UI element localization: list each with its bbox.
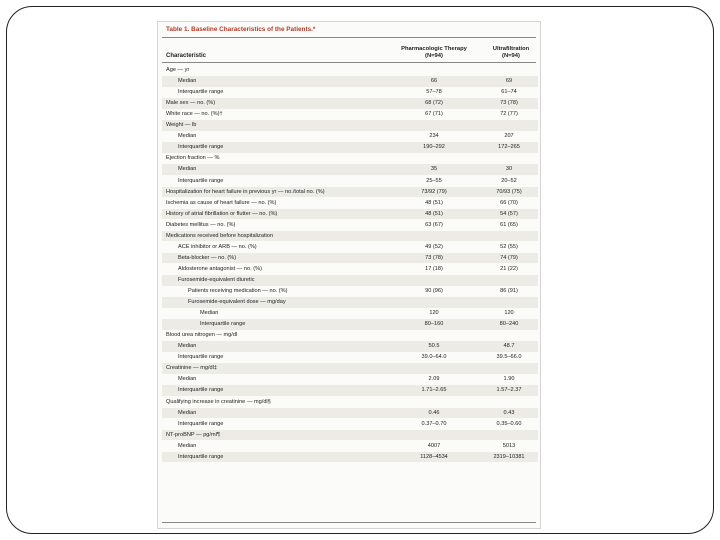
ultrafiltration-value: 21 (22) bbox=[500, 265, 518, 272]
row-label: Aldosterone antagonist — no. (%) bbox=[178, 265, 262, 272]
pharmacologic-value: 4007 bbox=[427, 442, 441, 449]
pharmacologic-value: 1128–4534 bbox=[420, 453, 448, 460]
table-row bbox=[162, 153, 538, 164]
table-row bbox=[162, 120, 538, 131]
ultrafiltration-value: 70/93 (75) bbox=[496, 188, 522, 195]
ultrafiltration-value: 30 bbox=[505, 166, 513, 173]
row-label: Interquartile range bbox=[178, 420, 224, 427]
table-row bbox=[162, 430, 538, 441]
row-label: Median bbox=[178, 442, 197, 449]
row-label: Patients receiving medication — no. (%) bbox=[188, 288, 288, 294]
header-pharmacologic-n: (N=94) bbox=[425, 53, 443, 59]
ultrafiltration-value: 2319–10381 bbox=[493, 453, 525, 460]
pharmacologic-value: 50.5 bbox=[428, 343, 440, 350]
pharmacologic-value: 234 bbox=[429, 133, 439, 140]
ultrafiltration-value: 120 bbox=[504, 310, 514, 317]
row-label: Blood urea nitrogen — mg/dl bbox=[166, 332, 238, 339]
pharmacologic-value: 2.09 bbox=[428, 376, 440, 383]
table-row bbox=[162, 198, 538, 209]
ultrafiltration-value: 80–240 bbox=[499, 321, 519, 328]
table-row bbox=[162, 330, 538, 341]
pharmacologic-value: 39.0–64.0 bbox=[421, 354, 447, 361]
ultrafiltration-value: 61–74 bbox=[501, 89, 517, 96]
pharmacologic-value: 73/92 (79) bbox=[421, 188, 447, 195]
table-row bbox=[162, 142, 538, 153]
ultrafiltration-value: 0.43 bbox=[503, 409, 515, 416]
table-row bbox=[162, 98, 538, 109]
ultrafiltration-value: 39.5–66.0 bbox=[496, 354, 522, 361]
row-label: Furosemide-equivalent diuretic bbox=[178, 276, 255, 283]
pharmacologic-value: 57–78 bbox=[426, 89, 442, 96]
table-row bbox=[162, 76, 538, 87]
row-label: Ejection fraction — % bbox=[166, 155, 220, 162]
pharmacologic-value: 63 (67) bbox=[425, 221, 443, 228]
bottom-rule bbox=[162, 522, 536, 523]
row-label: Median bbox=[178, 376, 197, 383]
table-row bbox=[162, 242, 538, 253]
table-row bbox=[162, 131, 538, 142]
row-label: Interquartile range bbox=[178, 144, 224, 151]
table-row bbox=[162, 408, 538, 419]
row-label: Interquartile range bbox=[200, 321, 246, 328]
pharmacologic-value: 90 (96) bbox=[425, 288, 443, 294]
row-label: Median bbox=[178, 133, 197, 140]
row-label: Hospitalization for heart failure in previous yr — no./total no. (%) bbox=[166, 188, 325, 195]
row-label: Age — yr bbox=[166, 67, 190, 73]
ultrafiltration-value: 66 (70) bbox=[500, 199, 518, 206]
pharmacologic-value: 66 bbox=[430, 78, 438, 85]
row-label: Median bbox=[178, 409, 197, 416]
table-row bbox=[162, 452, 538, 463]
pharmacologic-value: 80–160 bbox=[424, 321, 444, 328]
header-ultrafiltration bbox=[466, 46, 556, 60]
ultrafiltration-value: 69 bbox=[505, 78, 513, 85]
table-row bbox=[162, 286, 538, 297]
table-row bbox=[162, 385, 538, 396]
header-rule bbox=[162, 62, 536, 63]
row-label: Median bbox=[200, 310, 219, 317]
pharmacologic-value: 25–55 bbox=[426, 177, 442, 184]
ultrafiltration-value: 54 (57) bbox=[500, 210, 518, 217]
pharmacologic-value: 48 (51) bbox=[425, 199, 443, 206]
row-label: Median bbox=[178, 78, 197, 85]
table-row bbox=[162, 65, 538, 76]
table-row bbox=[162, 275, 538, 286]
row-label: Furosemide-equivalent dose — mg/day bbox=[188, 299, 286, 306]
ultrafiltration-value: 52 (55) bbox=[500, 243, 518, 250]
table-row bbox=[162, 419, 538, 430]
row-label: Weight — lb bbox=[166, 122, 197, 129]
row-label: Interquartile range bbox=[178, 177, 224, 184]
row-label: Interquartile range bbox=[178, 453, 224, 460]
table-row bbox=[162, 109, 538, 120]
row-label: Median bbox=[178, 166, 197, 173]
table-row bbox=[162, 253, 538, 264]
row-label: Qualifying increase in creatinine — mg/dl§ bbox=[166, 398, 271, 405]
ultrafiltration-value: 73 (78) bbox=[500, 100, 518, 107]
row-label: ACE inhibitor or ARB — no. (%) bbox=[178, 243, 257, 250]
pharmacologic-value: 190–292 bbox=[423, 144, 445, 151]
header-characteristic: Characteristic bbox=[166, 53, 207, 59]
table-row bbox=[162, 397, 538, 408]
header-pharmacologic-label: Pharmacologic Therapy bbox=[401, 46, 467, 52]
table-row bbox=[162, 363, 538, 374]
table-row bbox=[162, 352, 538, 363]
table-title: Table 1. Baseline Characteristics of the Patients.* bbox=[166, 26, 316, 33]
row-label: Diabetes mellitus — no. (%) bbox=[166, 221, 236, 228]
table-row bbox=[162, 220, 538, 231]
header-ultrafiltration-n: (N=94) bbox=[502, 53, 520, 59]
table-row bbox=[162, 308, 538, 319]
ultrafiltration-value: 86 (91) bbox=[500, 288, 518, 294]
pharmacologic-value: 0.37–0.70 bbox=[421, 420, 447, 427]
row-label: White race — no. (%)† bbox=[166, 111, 223, 118]
table-row bbox=[162, 187, 538, 198]
pharmacologic-value: 1.71–2.65 bbox=[421, 387, 447, 394]
ultrafiltration-value: 20–52 bbox=[501, 177, 517, 184]
table-row bbox=[162, 297, 538, 308]
ultrafiltration-value: 1.57–2.37 bbox=[496, 387, 522, 394]
table-row bbox=[162, 209, 538, 220]
table-document bbox=[157, 21, 541, 529]
row-label: Creatinine — mg/dl‡ bbox=[166, 365, 217, 372]
row-label: Interquartile range bbox=[178, 387, 224, 394]
ultrafiltration-value: 74 (79) bbox=[500, 254, 518, 261]
table-row bbox=[162, 87, 538, 98]
ultrafiltration-value: 61 (65) bbox=[500, 221, 518, 228]
pharmacologic-value: 0.46 bbox=[428, 409, 440, 416]
pharmacologic-value: 73 (78) bbox=[425, 254, 443, 261]
row-label: Interquartile range bbox=[178, 89, 224, 96]
table-row bbox=[162, 264, 538, 275]
pharmacologic-value: 48 (51) bbox=[425, 210, 443, 217]
table-row bbox=[162, 164, 538, 175]
row-label: NT-proBNP — pg/ml¶ bbox=[166, 431, 220, 438]
table-row bbox=[162, 231, 538, 242]
row-label: Ischemia as cause of heart failure — no. (%) bbox=[166, 199, 277, 206]
slide-frame bbox=[6, 6, 714, 534]
row-label: Male sex — no. (%) bbox=[166, 100, 216, 107]
ultrafiltration-value: 72 (77) bbox=[500, 111, 518, 118]
table-row bbox=[162, 441, 538, 452]
ultrafiltration-value: 5013 bbox=[502, 442, 516, 449]
pharmacologic-value: 49 (52) bbox=[425, 243, 443, 250]
ultrafiltration-value: 0.35–0.60 bbox=[496, 420, 522, 427]
ultrafiltration-value: 1.90 bbox=[503, 376, 515, 383]
row-label: Medications received before hospitalization bbox=[166, 232, 273, 239]
ultrafiltration-value: 207 bbox=[504, 133, 514, 140]
row-label: Beta-blocker — no. (%) bbox=[178, 254, 237, 261]
pharmacologic-value: 120 bbox=[429, 310, 439, 317]
pharmacologic-value: 17 (18) bbox=[425, 265, 443, 272]
table-row bbox=[162, 176, 538, 187]
top-rule bbox=[162, 37, 536, 38]
ultrafiltration-value: 48.7 bbox=[503, 343, 515, 350]
table-row bbox=[162, 374, 538, 385]
ultrafiltration-value: 172–265 bbox=[498, 144, 520, 151]
row-label: Interquartile range bbox=[178, 354, 224, 361]
row-label: History of atrial fibrillation or flutter — no. (%) bbox=[166, 210, 278, 217]
header-ultrafiltration-label: Ultrafiltration bbox=[492, 46, 530, 52]
pharmacologic-value: 35 bbox=[430, 166, 438, 173]
table-row bbox=[162, 319, 538, 330]
pharmacologic-value: 68 (72) bbox=[425, 100, 443, 107]
row-label: Median bbox=[178, 343, 197, 350]
table-row bbox=[162, 341, 538, 352]
pharmacologic-value: 67 (71) bbox=[425, 111, 443, 118]
